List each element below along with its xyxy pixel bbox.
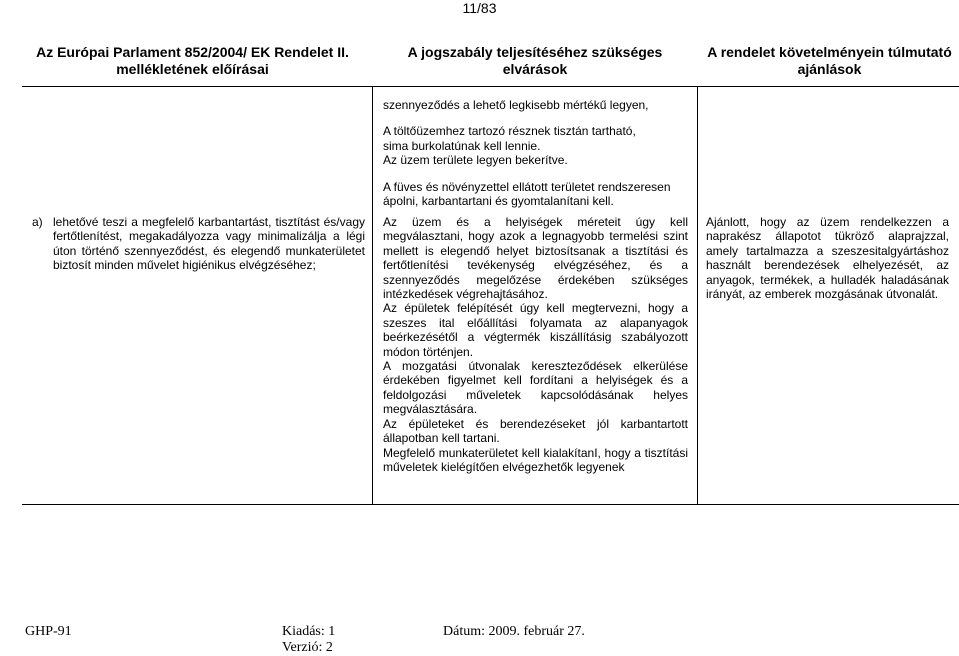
row2-recommendation: Ajánlott, hogy az üzem rendelkezzen a naprakész állapotot tükröző alaprajzzal, amely tartalmazza a szeszesitalgyártáshoz használt berendezések elhelyezését, az anyagok, termékek, a hulladék haladásának irányát, az emberek mozgásának útvonalát.: [706, 215, 949, 302]
paragraph: Az épületeket és berendezéseket jól karbantartott állapotban kell tartani.: [383, 416, 688, 446]
header-col-recommendations: A rendelet követelményein túlmutató ajánlások: [707, 44, 952, 77]
paragraph: Megfelelő munkaterületet kell kialakítanI, hogy a tisztítási műveletek kielégítően elvégezhetők legyenek: [383, 445, 688, 474]
column-divider-1: [372, 86, 373, 505]
footer-date: Dátum: 2009. február 27.: [443, 624, 585, 639]
requirement-marker: a): [32, 215, 43, 229]
paragraph: szennyeződés a lehető legkisebb mértékű legyen,: [383, 98, 649, 112]
page-number: 11/83: [462, 0, 497, 16]
header-col-requirements: Az Európai Parlament 852/2004/ EK Rendelet II. mellékletének előírásai: [36, 44, 349, 77]
row1-expectations: [383, 98, 688, 208]
paragraph: Az üzem és a helyiségek méreteit úgy kell megválasztani, hogy azok a legnagyobb termelési szint mellett is elegendő helyet biztosítsanak a tisztítási és fertőtlenítési tevékenység elvégzéséhez, és a szennyeződés megelőzése érdekében szükséges intézkedések végrehajtásához.: [383, 215, 688, 302]
paragraph: Az üzem területe legyen bekerítve.: [383, 153, 568, 168]
footer-edition: Kiadás: 1: [282, 624, 336, 639]
table-top-border: [22, 86, 959, 87]
footer-doc-code: GHP-91: [25, 624, 72, 639]
row2-expectations: [383, 215, 688, 474]
paragraph: A mozgatási útvonalak kereszteződések elkerülése érdekében figyelmet kell fordítani a helyiségek és a feldolgozási műveletek kapcsolódásának helyes megválasztására.: [383, 359, 688, 417]
column-divider-2: [697, 86, 698, 505]
paragraph: A töltőüzemhez tartozó résznek tisztán tartható, sima burkolatúnak kell lennie.: [383, 124, 636, 153]
paragraph: Az épületek felépítését úgy kell megtervezni, hogy a szeszes ital előállítási folyamata az alapanyagok beérkezésétől a végtermék kiszállításig szabályozott módon történjen.: [383, 301, 688, 359]
table-bottom-border: [22, 504, 959, 505]
requirement-text: lehetővé teszi a megfelelő karbantartást, tisztítást és/vagy fertőtlenítést, megakadályozza vagy minimalizálja a légi úton történő szennyeződést, és elegendő munkaterületet biztosít minden művelet higiénikus elvégzéséhez;: [53, 215, 365, 273]
paragraph: A füves és növényzettel ellátott területet rendszeresen ápolni, karbantartani és gyomtalanítani kell.: [383, 179, 671, 209]
footer-version: Verzió: 2: [282, 640, 333, 655]
header-col-expectations: A jogszabály teljesítéséhez szükséges elvárások: [407, 44, 663, 77]
